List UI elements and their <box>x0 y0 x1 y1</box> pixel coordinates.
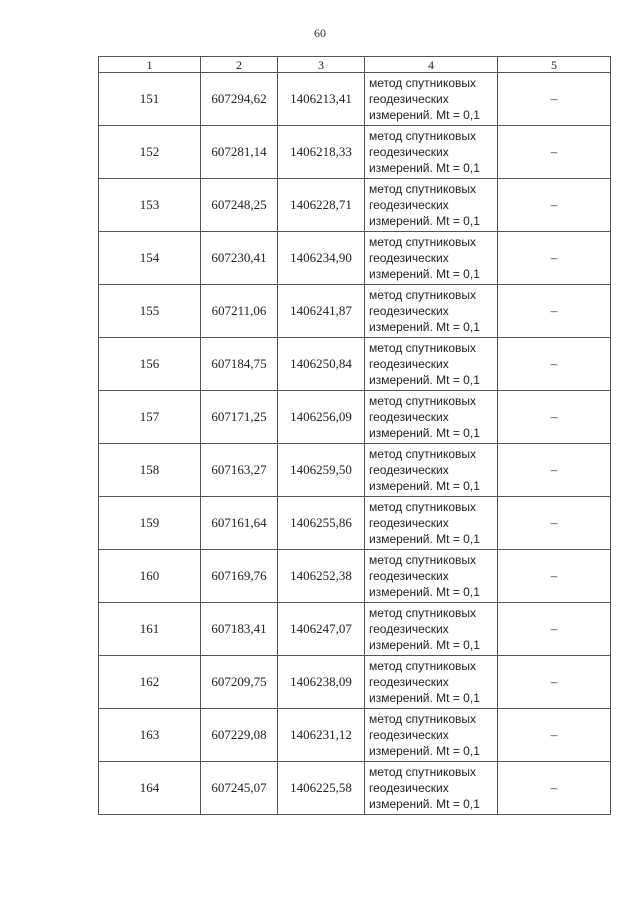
y-coordinate-cell: 1406252,38 <box>278 550 365 603</box>
method-line: геодезических <box>369 675 449 689</box>
method-cell <box>365 285 498 338</box>
note-cell: – <box>498 762 611 815</box>
method-line: геодезических <box>369 92 449 106</box>
x-coordinate-cell: 607161,64 <box>201 497 278 550</box>
point-number-cell: 162 <box>99 656 201 709</box>
y-coordinate-cell: 1406213,41 <box>278 73 365 126</box>
method-line: метод спутниковых <box>369 341 477 355</box>
method-line: геодезических <box>369 145 449 159</box>
table-row <box>99 126 611 179</box>
method-line: измерений. Mt = 0,1 <box>369 373 480 387</box>
method-line: геодезических <box>369 357 449 371</box>
method-line: метод спутниковых <box>369 288 477 302</box>
method-line: измерений. Mt = 0,1 <box>369 161 480 175</box>
column-header: 4 <box>365 57 498 73</box>
point-number-cell: 161 <box>99 603 201 656</box>
table-row <box>99 603 611 656</box>
method-line: измерений. Mt = 0,1 <box>369 267 480 281</box>
x-coordinate-cell: 607248,25 <box>201 179 278 232</box>
x-coordinate-cell: 607209,75 <box>201 656 278 709</box>
method-cell <box>365 232 498 285</box>
method-line: метод спутниковых <box>369 553 477 567</box>
note-cell: – <box>498 73 611 126</box>
point-number-cell: 159 <box>99 497 201 550</box>
table-row <box>99 285 611 338</box>
method-line: измерений. Mt = 0,1 <box>369 744 480 758</box>
method-line: измерений. Mt = 0,1 <box>369 426 480 440</box>
method-cell <box>365 550 498 603</box>
note-cell: – <box>498 709 611 762</box>
note-cell: – <box>498 338 611 391</box>
point-number-cell: 155 <box>99 285 201 338</box>
method-line: метод спутниковых <box>369 606 477 620</box>
y-coordinate-cell: 1406255,86 <box>278 497 365 550</box>
table-row <box>99 762 611 815</box>
method-line: метод спутниковых <box>369 235 477 249</box>
method-line: метод спутниковых <box>369 394 477 408</box>
method-line: метод спутниковых <box>369 76 477 90</box>
note-cell: – <box>498 391 611 444</box>
method-line: геодезических <box>369 516 449 530</box>
method-line: измерений. Mt = 0,1 <box>369 691 480 705</box>
method-line: измерений. Mt = 0,1 <box>369 638 480 652</box>
note-cell: – <box>498 656 611 709</box>
x-coordinate-cell: 607169,76 <box>201 550 278 603</box>
y-coordinate-cell: 1406238,09 <box>278 656 365 709</box>
method-cell <box>365 497 498 550</box>
page-number: 60 <box>314 26 326 40</box>
point-number-cell: 163 <box>99 709 201 762</box>
column-header: 3 <box>278 57 365 73</box>
method-cell <box>365 444 498 497</box>
method-line: геодезических <box>369 622 449 636</box>
table-row <box>99 73 611 126</box>
table-row <box>99 179 611 232</box>
y-coordinate-cell: 1406225,58 <box>278 762 365 815</box>
point-number-cell: 153 <box>99 179 201 232</box>
method-cell <box>365 126 498 179</box>
note-cell: – <box>498 232 611 285</box>
method-line: измерений. Mt = 0,1 <box>369 797 480 811</box>
point-number-cell: 156 <box>99 338 201 391</box>
method-line: измерений. Mt = 0,1 <box>369 214 480 228</box>
note-cell: – <box>498 126 611 179</box>
method-line: геодезических <box>369 251 449 265</box>
method-line: измерений. Mt = 0,1 <box>369 479 480 493</box>
x-coordinate-cell: 607281,14 <box>201 126 278 179</box>
point-number-cell: 151 <box>99 73 201 126</box>
x-coordinate-cell: 607245,07 <box>201 762 278 815</box>
method-line: измерений. Mt = 0,1 <box>369 585 480 599</box>
x-coordinate-cell: 607230,41 <box>201 232 278 285</box>
table-header-row <box>99 57 611 73</box>
method-line: геодезических <box>369 304 449 318</box>
table-row <box>99 338 611 391</box>
table-row <box>99 550 611 603</box>
table-row <box>99 709 611 762</box>
note-cell: – <box>498 603 611 656</box>
method-line: метод спутниковых <box>369 659 477 673</box>
x-coordinate-cell: 607171,25 <box>201 391 278 444</box>
method-line: метод спутниковых <box>369 765 477 779</box>
method-line: метод спутниковых <box>369 712 477 726</box>
table-row <box>99 232 611 285</box>
method-line: геодезических <box>369 569 449 583</box>
x-coordinate-cell: 607184,75 <box>201 338 278 391</box>
column-header: 5 <box>498 57 611 73</box>
x-coordinate-cell: 607294,62 <box>201 73 278 126</box>
point-number-cell: 154 <box>99 232 201 285</box>
method-line: метод спутниковых <box>369 129 477 143</box>
y-coordinate-cell: 1406228,71 <box>278 179 365 232</box>
y-coordinate-cell: 1406218,33 <box>278 126 365 179</box>
y-coordinate-cell: 1406231,12 <box>278 709 365 762</box>
method-line: геодезических <box>369 198 449 212</box>
method-cell <box>365 391 498 444</box>
point-number-cell: 160 <box>99 550 201 603</box>
note-cell: – <box>498 285 611 338</box>
method-line: геодезических <box>369 728 449 742</box>
y-coordinate-cell: 1406241,87 <box>278 285 365 338</box>
method-line: геодезических <box>369 410 449 424</box>
method-cell <box>365 73 498 126</box>
column-header: 2 <box>201 57 278 73</box>
method-line: геодезических <box>369 463 449 477</box>
method-line: измерений. Mt = 0,1 <box>369 108 480 122</box>
point-number-cell: 152 <box>99 126 201 179</box>
y-coordinate-cell: 1406247,07 <box>278 603 365 656</box>
x-coordinate-cell: 607163,27 <box>201 444 278 497</box>
x-coordinate-cell: 607183,41 <box>201 603 278 656</box>
y-coordinate-cell: 1406250,84 <box>278 338 365 391</box>
method-line: метод спутниковых <box>369 500 477 514</box>
method-line: метод спутниковых <box>369 447 477 461</box>
table-body <box>99 73 611 815</box>
y-coordinate-cell: 1406259,50 <box>278 444 365 497</box>
method-cell <box>365 762 498 815</box>
point-number-cell: 157 <box>99 391 201 444</box>
method-cell <box>365 338 498 391</box>
point-number-cell: 164 <box>99 762 201 815</box>
note-cell: – <box>498 179 611 232</box>
point-number-cell: 158 <box>99 444 201 497</box>
method-cell <box>365 179 498 232</box>
method-line: измерений. Mt = 0,1 <box>369 320 480 334</box>
column-header: 1 <box>99 57 201 73</box>
method-cell <box>365 709 498 762</box>
table-row <box>99 497 611 550</box>
method-line: измерений. Mt = 0,1 <box>369 532 480 546</box>
note-cell: – <box>498 550 611 603</box>
y-coordinate-cell: 1406234,90 <box>278 232 365 285</box>
method-line: геодезических <box>369 781 449 795</box>
method-cell <box>365 656 498 709</box>
table-row <box>99 656 611 709</box>
table-row <box>99 391 611 444</box>
x-coordinate-cell: 607211,06 <box>201 285 278 338</box>
method-line: метод спутниковых <box>369 182 477 196</box>
note-cell: – <box>498 497 611 550</box>
x-coordinate-cell: 607229,08 <box>201 709 278 762</box>
y-coordinate-cell: 1406256,09 <box>278 391 365 444</box>
table-row <box>99 444 611 497</box>
note-cell: – <box>498 444 611 497</box>
coordinates-table <box>98 56 611 815</box>
method-cell <box>365 603 498 656</box>
